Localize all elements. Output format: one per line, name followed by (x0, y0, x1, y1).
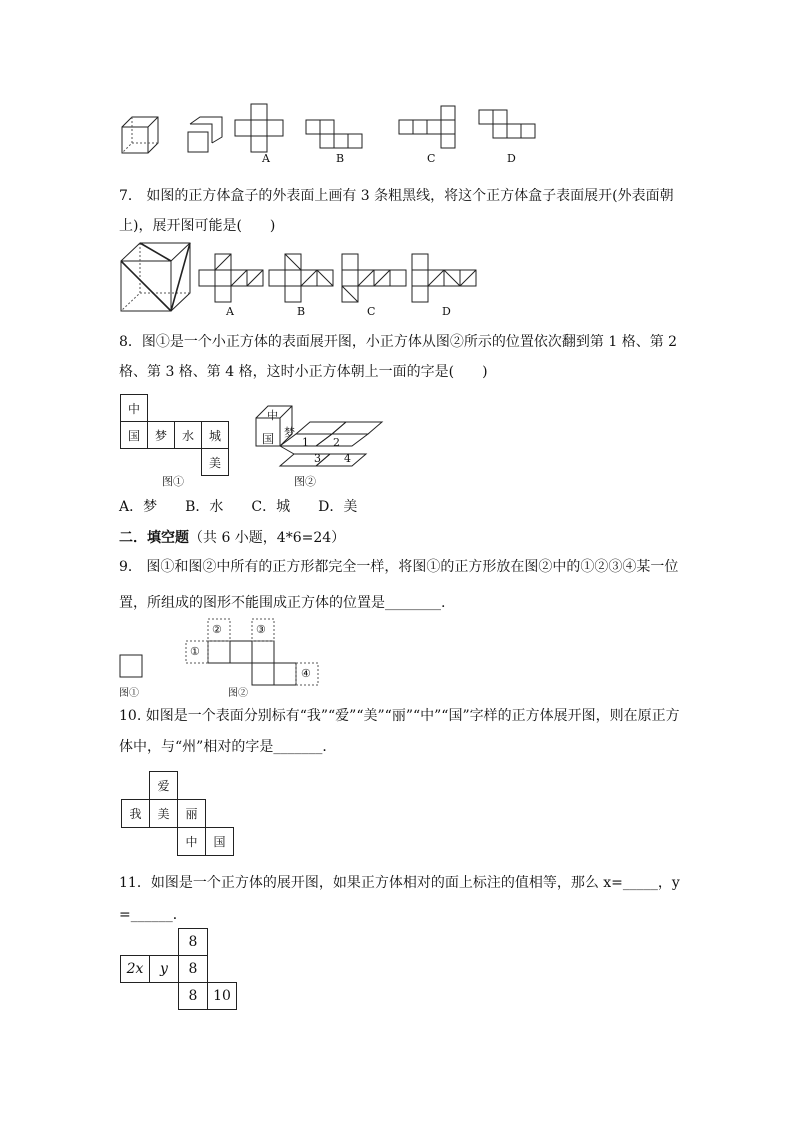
q9-mark-4: ④ (301, 667, 311, 680)
q11-cell: 2x (121, 956, 150, 983)
q8-fig2-caption: 图② (294, 475, 316, 488)
q10-cell: 我 (122, 800, 150, 828)
q8-question-line1: 8．图①是一个小正方体的表面展开图，小正方体从图②所示的位置依次翻到第 1 格、第 2 (119, 334, 678, 350)
q9-mark-1: ① (190, 645, 200, 658)
q10-cell: 国 (206, 828, 234, 856)
q8-options: A．梦 B．水 C．城 D．美 (119, 499, 358, 515)
q9-fig2-net (186, 619, 318, 685)
q11-question-line1: 11．如图是一个正方体的展开图，如果正方体相对的面上标注的值相等，那么 x=_____，y (119, 875, 680, 891)
q6-label-b: B (336, 152, 345, 165)
q8-cube-side: 梦 (284, 426, 295, 439)
q11-cell: 8 (179, 956, 208, 983)
q9-fig1-caption: 图① (119, 688, 139, 699)
q7-question-line2: 上)，展开图可能是( ) (119, 218, 276, 234)
q8-cube-front: 国 (262, 432, 275, 446)
q8-net-cell: 水 (175, 422, 202, 449)
q8-net-cell: 中 (121, 395, 148, 422)
q8-net-cell: 梦 (148, 422, 175, 449)
q8-cell-4: 4 (344, 452, 351, 465)
q10-question-line1: 10. 如图是一个表面分别标有“我”“爱”“美”“丽”“中”“国”字样的正方体展开图，则在原正方 (119, 708, 680, 724)
q10-cell: 美 (150, 800, 178, 828)
q7-label-b: B (297, 305, 306, 318)
q11-cell: 8 (179, 929, 208, 956)
q7-label-a: A (226, 305, 234, 318)
q10-cell: 中 (178, 828, 206, 856)
q8-net-cell: 国 (121, 422, 148, 449)
q8-cube-top: 中 (267, 409, 278, 422)
q7-label-c: C (367, 305, 376, 318)
q8-net-cell: 美 (202, 449, 229, 476)
q11-cell: 8 (179, 983, 208, 1010)
q8-cell-1: 1 (302, 436, 309, 449)
q9-fig2-caption: 图② (228, 688, 248, 699)
q8-net-cell: 城 (202, 422, 229, 449)
q10-cell: 爱 (150, 772, 178, 800)
q9-mark-3: ③ (256, 623, 266, 636)
q10-cell: 丽 (178, 800, 206, 828)
q7-question-line1: 7． 如图的正方体盒子的外表面上画有 3 条粗黑线，将这个正方体盒子表面展开(外表面朝 (119, 188, 674, 204)
q9-fig1-square (120, 655, 142, 677)
q10-net (121, 771, 234, 856)
q8-question-line2: 格、第 3 格、第 4 格，这时小正方体朝上一面的字是( ) (119, 364, 488, 380)
section-note: （共 6 小题，4*6=24） (189, 530, 346, 546)
q6-label-a: A (262, 152, 270, 165)
q11-net (120, 928, 237, 1010)
section-title: 二．填空题 (119, 530, 189, 546)
q11-cell: y (150, 956, 179, 983)
q11-question-line2: =______． (119, 907, 187, 923)
q11-cell: 10 (208, 983, 237, 1010)
q8-cell-2: 2 (333, 436, 340, 449)
q6-label-d: D (507, 152, 516, 165)
q9-question-line2: 置，所组成的图形不能围成正方体的位置是________. (119, 595, 446, 611)
q10-question-line2: 体中，与“州”相对的字是_______． (119, 739, 337, 755)
q9-question-line1: 9． 图①和图②中所有的正方形都完全一样，将图①的正方形放在图②中的①②③④某一位 (119, 559, 679, 575)
q7-label-d: D (442, 305, 451, 318)
q6-label-c: C (427, 152, 436, 165)
q9-mark-2: ② (212, 623, 222, 636)
q8-cell-3: 3 (314, 452, 321, 465)
q8-fig1-caption: 图① (162, 475, 184, 488)
